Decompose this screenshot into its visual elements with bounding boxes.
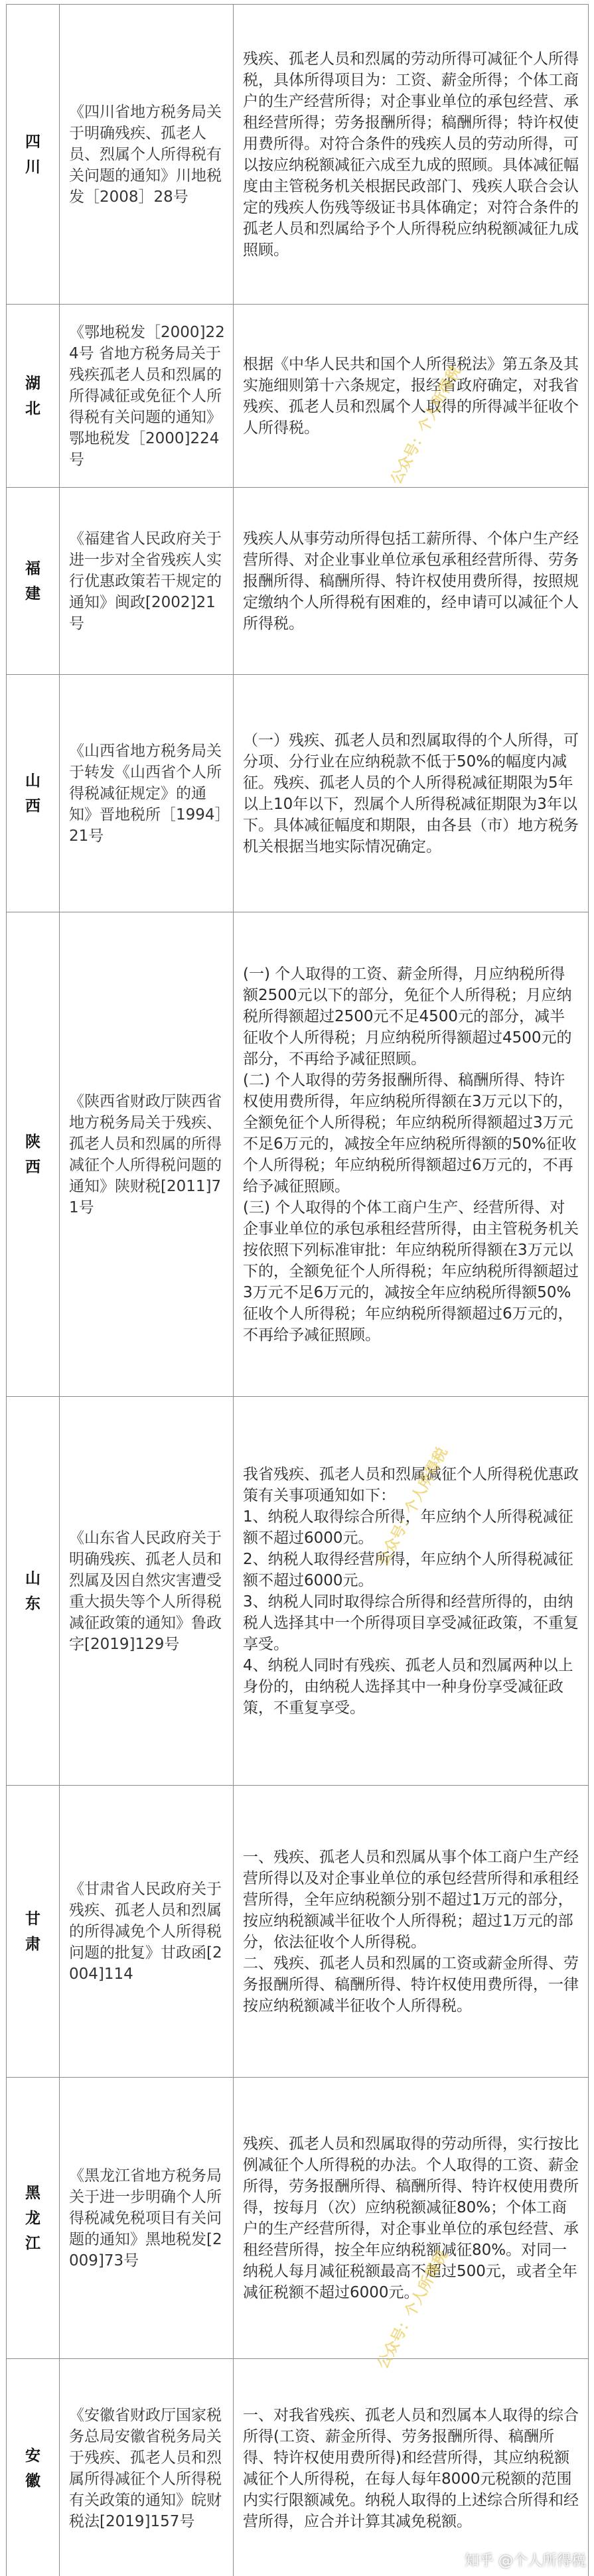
province-name: 陕西 [25, 1133, 40, 1176]
policy-paragraph: 一、对我省残疾、孤老人员和烈属本人取得的综合所得(工资、薪金所得、劳务报酬所得、稿酬所得、特许权使用费所得)和经营所得，其应纳税额减征个人所得税，在每人每年8000元税额的范围内实行限额减免。纳税人取得的上述综合所得和经营所得，应合并计算其减免税额。 [243, 2406, 579, 2530]
watermark-text: 公众号：个人所得税 [388, 363, 465, 488]
province-cell [7, 912, 60, 1397]
policy-paragraph: 2、纳税人取得经营所得，年应纳个人所得税减征额不超过6000元。 [243, 1550, 573, 1589]
policy-paragraph: 4、纳税人同时有残疾、孤老人员和烈属两种以上身份的，由纳税人选择其中一种身份享受减征政策，不重复享受。 [243, 1656, 573, 1717]
policy-content-cell [234, 2359, 589, 2576]
policy-content-cell [234, 912, 589, 1397]
document-title: 《山西省地方税务局关于转发《山西省个人所得税减征规定》的通知》晋地税所［1994］21号 [69, 742, 223, 845]
policy-content-cell [234, 1397, 589, 1786]
province-name: 甘肃 [25, 1910, 40, 1953]
policy-table [6, 4, 589, 2576]
policy-paragraph: (三) 个人取得的个体工商户生产、经营所得、对企事业单位的承包承租经营所得，由主管税务机关按依照下列标准审批：年应纳税所得额在3万元以下的，全额免征个人所得税；年应纳税所得额超过3万元不足6万元的，减按全年应纳税所得额50%征收个人所得税；年应纳税所得额超过6万元的，不再给予减征照顾。 [243, 1198, 579, 1344]
province-cell [7, 1397, 60, 1786]
document-cell [60, 2078, 234, 2359]
document-cell [60, 5, 234, 305]
document-title: 《山东省人民政府关于明确残疾、孤老人员和烈属及因自然灾害遭受重大损失等个人所得税减征政策的通知》鲁政字[2019]129号 [69, 1529, 222, 1653]
policy-paragraph: (一) 个人取得的工资、薪金所得，月应纳税所得额2500元以下的部分，免征个人所得税；月应纳税所得额超过2500元不足4500元的部分，减半征收个人所得税；月应纳税所得额超过4500元的部分，不再给予减征照顾。 [243, 965, 572, 1068]
watermark-text: 公众号：个人所得税 [374, 1445, 451, 1569]
document-cell [60, 1397, 234, 1786]
document-title: 《鄂地税发［2000]224号 省地方税务局关于残疾孤老人员和烈属的所得减征或免征个人所得税有关问题的通知》鄂地税发［2000]224号 [69, 323, 225, 468]
policy-paragraph: 我省残疾、孤老人员和烈属减征个人所得税优惠政策有关事项通知如下： [243, 1465, 579, 1504]
province-name: 黑龙江 [25, 2184, 40, 2252]
document-title: 《陕西省财政厅陕西省地方税务局关于残疾、孤老人员和烈属的所得减征个人所得税问题的通知》陕财税[2011]71号 [69, 1092, 222, 1216]
province-name: 山西 [25, 772, 40, 815]
document-title: 《四川省地方税务局关于明确残疾、孤老人员、烈属个人所得税有关问题的通知》川地税发［2008］28号 [69, 103, 222, 206]
policy-content-cell [234, 305, 589, 488]
policy-paragraph: 一、残疾、孤老人员和烈属从事个体工商户生产经营所得以及对企事业单位的承包经营所得和承租经营所得，全年应纳税额分别不超过1万元的部分，按应纳税额减半征收个人所得税；超过1万元的部分，依法征收个人所得税。 [243, 1848, 579, 1951]
policy-table-body [7, 5, 589, 2576]
province-name: 安徽 [25, 2447, 40, 2490]
policy-paragraph: 残疾、孤老人员和烈属取得的劳动所得，实行按比例减征个人所得税的办法。个人取得的工资、薪金所得，劳务报酬所得、稿酬所得、特许权使用费所得，按每月（次）应纳税额减征80%；个体工商户的生产经营所得，对企事业单位的承包经营、承租经营所得，按全年应纳税额减征80%。对同一纳税人每月减征税额最高不超过500元，或者全年减征税额不超过6000元。 [243, 2135, 579, 2301]
policy-content-cell [234, 675, 589, 912]
document-cell [60, 912, 234, 1397]
document-title: 《黑龙江省地方税务局关于进一步明确个人所得税减免税项目有关问题的通知》黑地税发[2009]73号 [69, 2167, 222, 2269]
table-row [7, 1786, 589, 2078]
document-cell [60, 1786, 234, 2078]
table-row [7, 2078, 589, 2359]
document-cell [60, 488, 234, 675]
policy-paragraph: 残疾、孤老人员和烈属的劳动所得可减征个人所得税，具体所得项目为：工资、薪金所得；个体工商户的生产经营所得；对企事业单位的承包经营、承租经营所得；劳务报酬所得；稿酬所得；特许权使用费所得。对符合条件的残疾人员的劳动所得，可以按应纳税额减征六成至九成的照顾。具体减征幅度由主管税务机关根据民政部门、残疾人联合会认定的残疾人伤残等级证书具体确定；对符合条件的孤老人员和烈属给予个人所得税应纳税额减征九成照顾。 [243, 50, 579, 259]
document-title: 《安徽省财政厅国家税务总局安徽省税务局关于残疾、孤老人员和烈属所得减征个人所得税有关政策的通知》皖财税法[2019]157号 [69, 2406, 222, 2530]
table-row [7, 2359, 589, 2576]
policy-paragraph: 1、纳税人取得综合所得，年应纳个人所得税减征额不超过6000元。 [243, 1508, 573, 1547]
watermark-text: 公众号：个人所得税 [374, 2248, 451, 2372]
table-row [7, 488, 589, 675]
zhihu-watermark: 知乎 @个人所得税 [465, 2553, 586, 2569]
province-cell [7, 2078, 60, 2359]
policy-paragraph: 二、残疾、孤老人员和烈属的工资或薪金所得、劳务报酬所得、稿酬所得、特许权使用费所得，一律按应纳税额减半征收个人所得税。 [243, 1954, 579, 2015]
table-row [7, 1397, 589, 1786]
province-cell [7, 2359, 60, 2576]
document-cell [60, 305, 234, 488]
table-row [7, 912, 589, 1397]
policy-paragraph: (二) 个人取得的劳务报酬所得、稿酬所得、特许权使用费所得，年应纳税所得额在3万元以下的，全额免征个人所得税；年应纳税所得额超过3万元不足6万元的，减按全年应纳税所得额的50%征收个人所得税；年应纳税所得额超过6万元的，不再给予减征照顾。 [243, 1071, 577, 1195]
document-cell [60, 2359, 234, 2576]
province-cell [7, 1786, 60, 2078]
policy-paragraph: 根据《中华人民共和国个人所得税法》第五条及其实施细则第十六条规定，报经省政府确定，对我省残疾、孤老人员和烈属个人取得的所得减半征收个人所得税。 [243, 355, 579, 437]
province-name: 福建 [25, 559, 40, 603]
policy-content-cell [234, 5, 589, 305]
policy-content-cell [234, 1786, 589, 2078]
province-cell [7, 5, 60, 305]
policy-paragraph: （一）残疾、孤老人员和烈属取得的个人所得，可分项、分行业在应纳税款不低于50%的幅度内减征。残疾、孤老人员的个人所得税减征期限为5年以上10年以下，烈属个人所得税减征期限为3年以下。具体减征幅度和期限，由各县（市）地方税务机关根据当地实际情况确定。 [243, 731, 579, 855]
province-name: 湖北 [25, 374, 40, 417]
document-title: 《福建省人民政府关于进一步对全省残疾人实行优惠政策若干规定的通知》闽政[2002]21号 [69, 530, 222, 632]
province-name: 四川 [25, 133, 40, 176]
document-title: 《甘肃省人民政府关于残疾、孤老人员和烈属的所得减免个人所得税问题的批复》甘政函[2004]114 [69, 1880, 222, 1983]
province-cell [7, 488, 60, 675]
policy-content-cell [234, 2078, 589, 2359]
province-name: 山东 [25, 1569, 40, 1612]
policy-content-cell [234, 488, 589, 675]
policy-paragraph: 3、纳税人同时取得综合所得和经营所得的，由纳税人选择其中一个所得项目享受减征政策，不重复享受。 [243, 1593, 579, 1653]
table-row [7, 675, 589, 912]
document-cell [60, 675, 234, 912]
province-cell [7, 675, 60, 912]
table-row [7, 305, 589, 488]
province-cell [7, 305, 60, 488]
table-row [7, 5, 589, 305]
policy-paragraph: 残疾人从事劳动所得包括工薪所得、个体户生产经营所得、对企业事业单位承包承租经营所得、劳务报酬所得、稿酬所得、特许权使用费所得，按照规定缴纳个人所得税有困难的，经申请可以减征个人所得税。 [243, 530, 579, 632]
